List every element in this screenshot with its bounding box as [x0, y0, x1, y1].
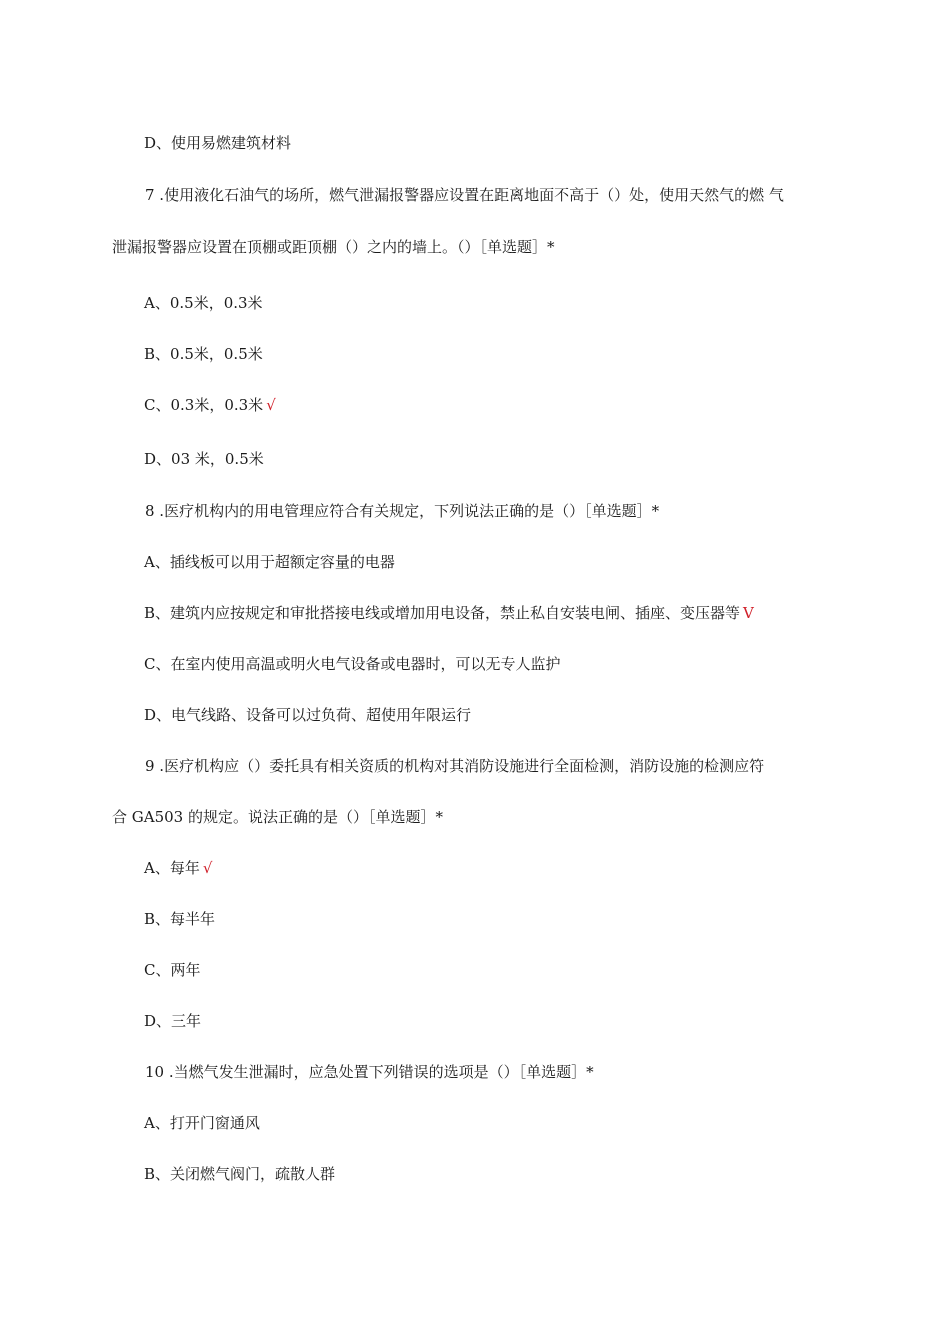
q8-option-a	[144, 552, 395, 572]
option-text: D、三年	[144, 1012, 202, 1030]
q7-stem-line2	[112, 237, 555, 257]
question-text: 9 .医疗机构应（）委托具有相关资质的机构对其消防设施进行全面检测，消防设施的检测应符	[145, 757, 765, 775]
q7-option-d	[144, 449, 264, 469]
option-text: D、03 米，0.5米	[144, 450, 264, 468]
option-text: D、使用易燃建筑材料	[144, 134, 292, 152]
option-text: B、每半年	[144, 910, 216, 928]
correct-check-icon: V	[743, 604, 754, 622]
q10-option-b	[144, 1164, 335, 1184]
question-text: 合 GA503 的规定。说法正确的是（）［单选题］*	[112, 808, 443, 826]
q7-option-b	[144, 344, 263, 364]
q9-option-d	[144, 1011, 201, 1031]
q9-option-a	[144, 858, 212, 878]
q8-option-b	[144, 603, 754, 623]
q7-option-a	[144, 293, 263, 313]
question-text: 8 .医疗机构内的用电管理应符合有关规定，下列说法正确的是（）［单选题］*	[145, 502, 660, 520]
q7-stem-line1	[145, 185, 784, 205]
q7-option-c	[144, 395, 276, 415]
option-text: C、0.3米，0.3米	[144, 396, 264, 414]
option-text: B、建筑内应按规定和审批搭接电线或增加用电设备，禁止私自安装电闸、插座、变压器等	[144, 604, 741, 622]
q6-option-d	[144, 133, 291, 153]
q10-stem	[145, 1062, 594, 1082]
option-text: C、两年	[144, 961, 201, 979]
question-text: 泄漏报警器应设置在顶棚或距顶棚（）之内的墙上。（）［单选题］*	[112, 238, 555, 256]
q8-option-d	[144, 705, 471, 725]
option-text: A、打开门窗通风	[144, 1114, 260, 1132]
option-text: B、关闭燃气阀门，疏散人群	[144, 1165, 336, 1183]
q9-option-b	[144, 909, 215, 929]
option-text: A、每年	[144, 859, 200, 877]
q10-option-a	[144, 1113, 260, 1133]
option-text: C、在室内使用高温或明火电气设备或电器时，可以无专人监护	[144, 655, 561, 673]
option-text: B、0.5米，0.5米	[144, 345, 263, 363]
q9-stem-line2	[112, 807, 443, 827]
correct-check-icon: √	[266, 396, 276, 414]
q8-stem	[145, 501, 659, 521]
q9-stem-line1	[145, 756, 764, 776]
question-text: 7 .使用液化石油气的场所，燃气泄漏报警器应设置在距离地面不高于（）处，使用天然气的燃 气	[145, 186, 784, 204]
option-text: A、0.5米，0.3米	[144, 294, 263, 312]
correct-check-icon: √	[202, 859, 213, 877]
q8-option-c	[144, 654, 560, 674]
question-text: 10 .当燃气发生泄漏时，应急处置下列错误的选项是（）［单选题］*	[145, 1063, 594, 1081]
option-text: D、电气线路、设备可以过负荷、超使用年限运行	[144, 706, 472, 724]
q9-option-c	[144, 960, 200, 980]
option-text: A、插线板可以用于超额定容量的电器	[144, 553, 395, 571]
